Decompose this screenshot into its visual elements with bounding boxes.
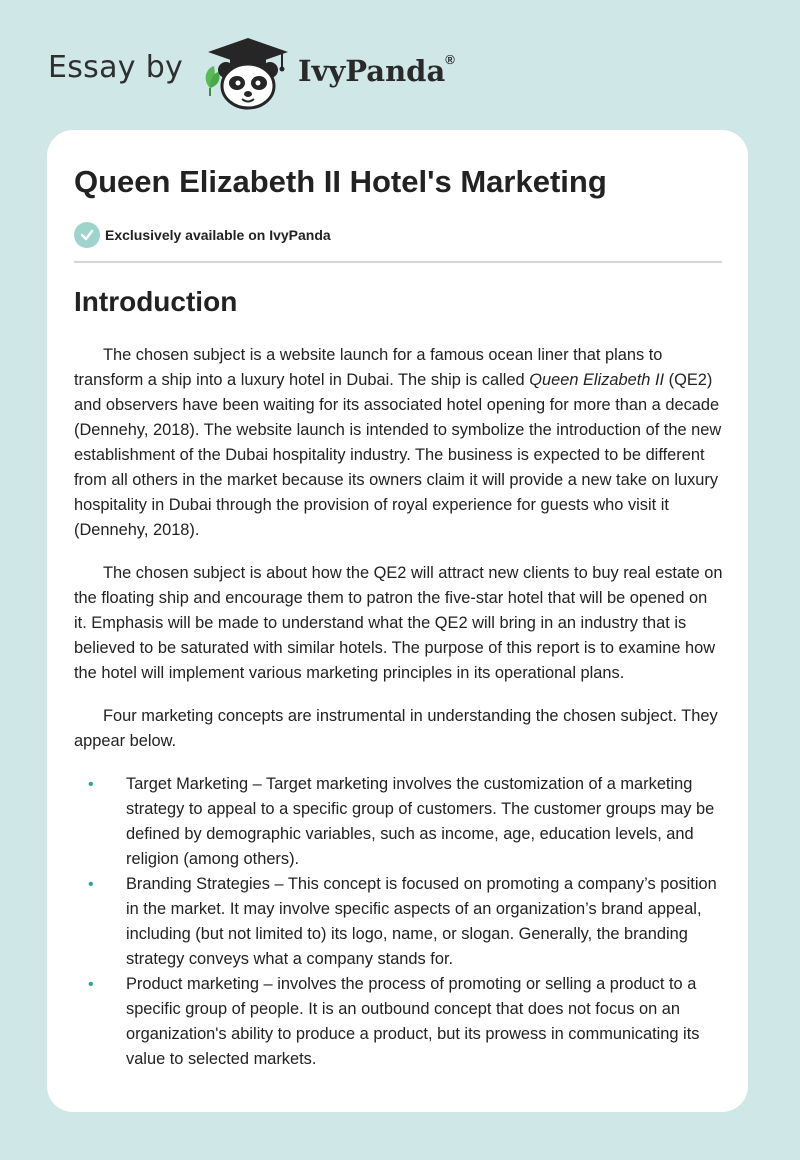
divider	[74, 261, 722, 263]
article-card	[47, 130, 748, 1112]
panda-graduate-logo-icon[interactable]	[200, 36, 296, 112]
bullet-icon: •	[88, 876, 94, 893]
list-item-text: Branding Strategies – This concept is focused on promoting a company’s position in the market. It may involve specific aspects of an organization’s brand appeal, including (but not limited to) its logo, name, or slogan. Generally, the branding strategy conveys what a company stands for.	[126, 875, 717, 968]
section-heading: Introduction	[74, 286, 238, 317]
list-item-text: Product marketing – involves the process of promoting or selling a product to a specific group of people. It is an outbound concept that does not focus on an organization's ability to produce a product, but its prowess in communicating its value to selected markets.	[126, 975, 700, 1068]
paragraph-text: (QE2) and observers have been waiting for its associated hotel opening for more than a decade (Dennehy, 2018). The website launch is intended to symbolize the introduction of the new establishment of the Dubai hospitality industry. The business is expected to be different from all others in the market because its owners claim it will provide a new take on luxury hospitality in Dubai through the provision of royal experience for guests who visit it (Dennehy, 2018).	[74, 371, 722, 539]
check-icon	[74, 222, 100, 248]
brand-name[interactable]	[298, 54, 455, 88]
list-item	[74, 772, 724, 872]
registered-mark: ®	[445, 52, 455, 68]
list-item-text: Target Marketing – Target marketing involves the customization of a marketing strategy to appeal to a specific group of customers. The customer groups may be defined by demographic variables, such as income, age, education levels, and religion (among others).	[126, 775, 715, 868]
ship-name: Queen Elizabeth II	[529, 371, 665, 389]
concept-list	[74, 772, 724, 1072]
paragraph	[74, 343, 724, 543]
bullet-icon: •	[88, 976, 94, 993]
list-item	[74, 972, 724, 1072]
paragraph: The chosen subject is about how the QE2 will attract new clients to buy real estate on the floating ship and encourage them to patron the five-star hotel that will be opened on it. Emphasis will be made to understand what the QE2 will bring in an industry that is believed to be saturated with similar hotels. The purpose of this report is to examine how the hotel will implement various marketing principles in its operational plans.	[74, 564, 723, 682]
leaf-icon	[206, 66, 220, 96]
article-body	[74, 343, 724, 1072]
brand-text: IvyPanda	[298, 54, 446, 88]
bullet-icon: •	[88, 776, 94, 793]
list-item	[74, 872, 724, 972]
badge-label: Exclusively available on IvyPanda	[105, 227, 331, 243]
page-title: Queen Elizabeth II Hotel's Marketing	[74, 164, 607, 199]
site-header	[0, 0, 800, 130]
essay-by-label: Essay by	[48, 50, 184, 85]
paragraph: Four marketing concepts are instrumental in understanding the chosen subject. They appear below.	[74, 707, 718, 750]
exclusive-badge	[74, 222, 331, 248]
paragraph-text: The chosen subject is a website launch for a famous ocean liner that plans to transform a ship into a luxury hotel in Dubai. The ship is called	[74, 346, 663, 389]
